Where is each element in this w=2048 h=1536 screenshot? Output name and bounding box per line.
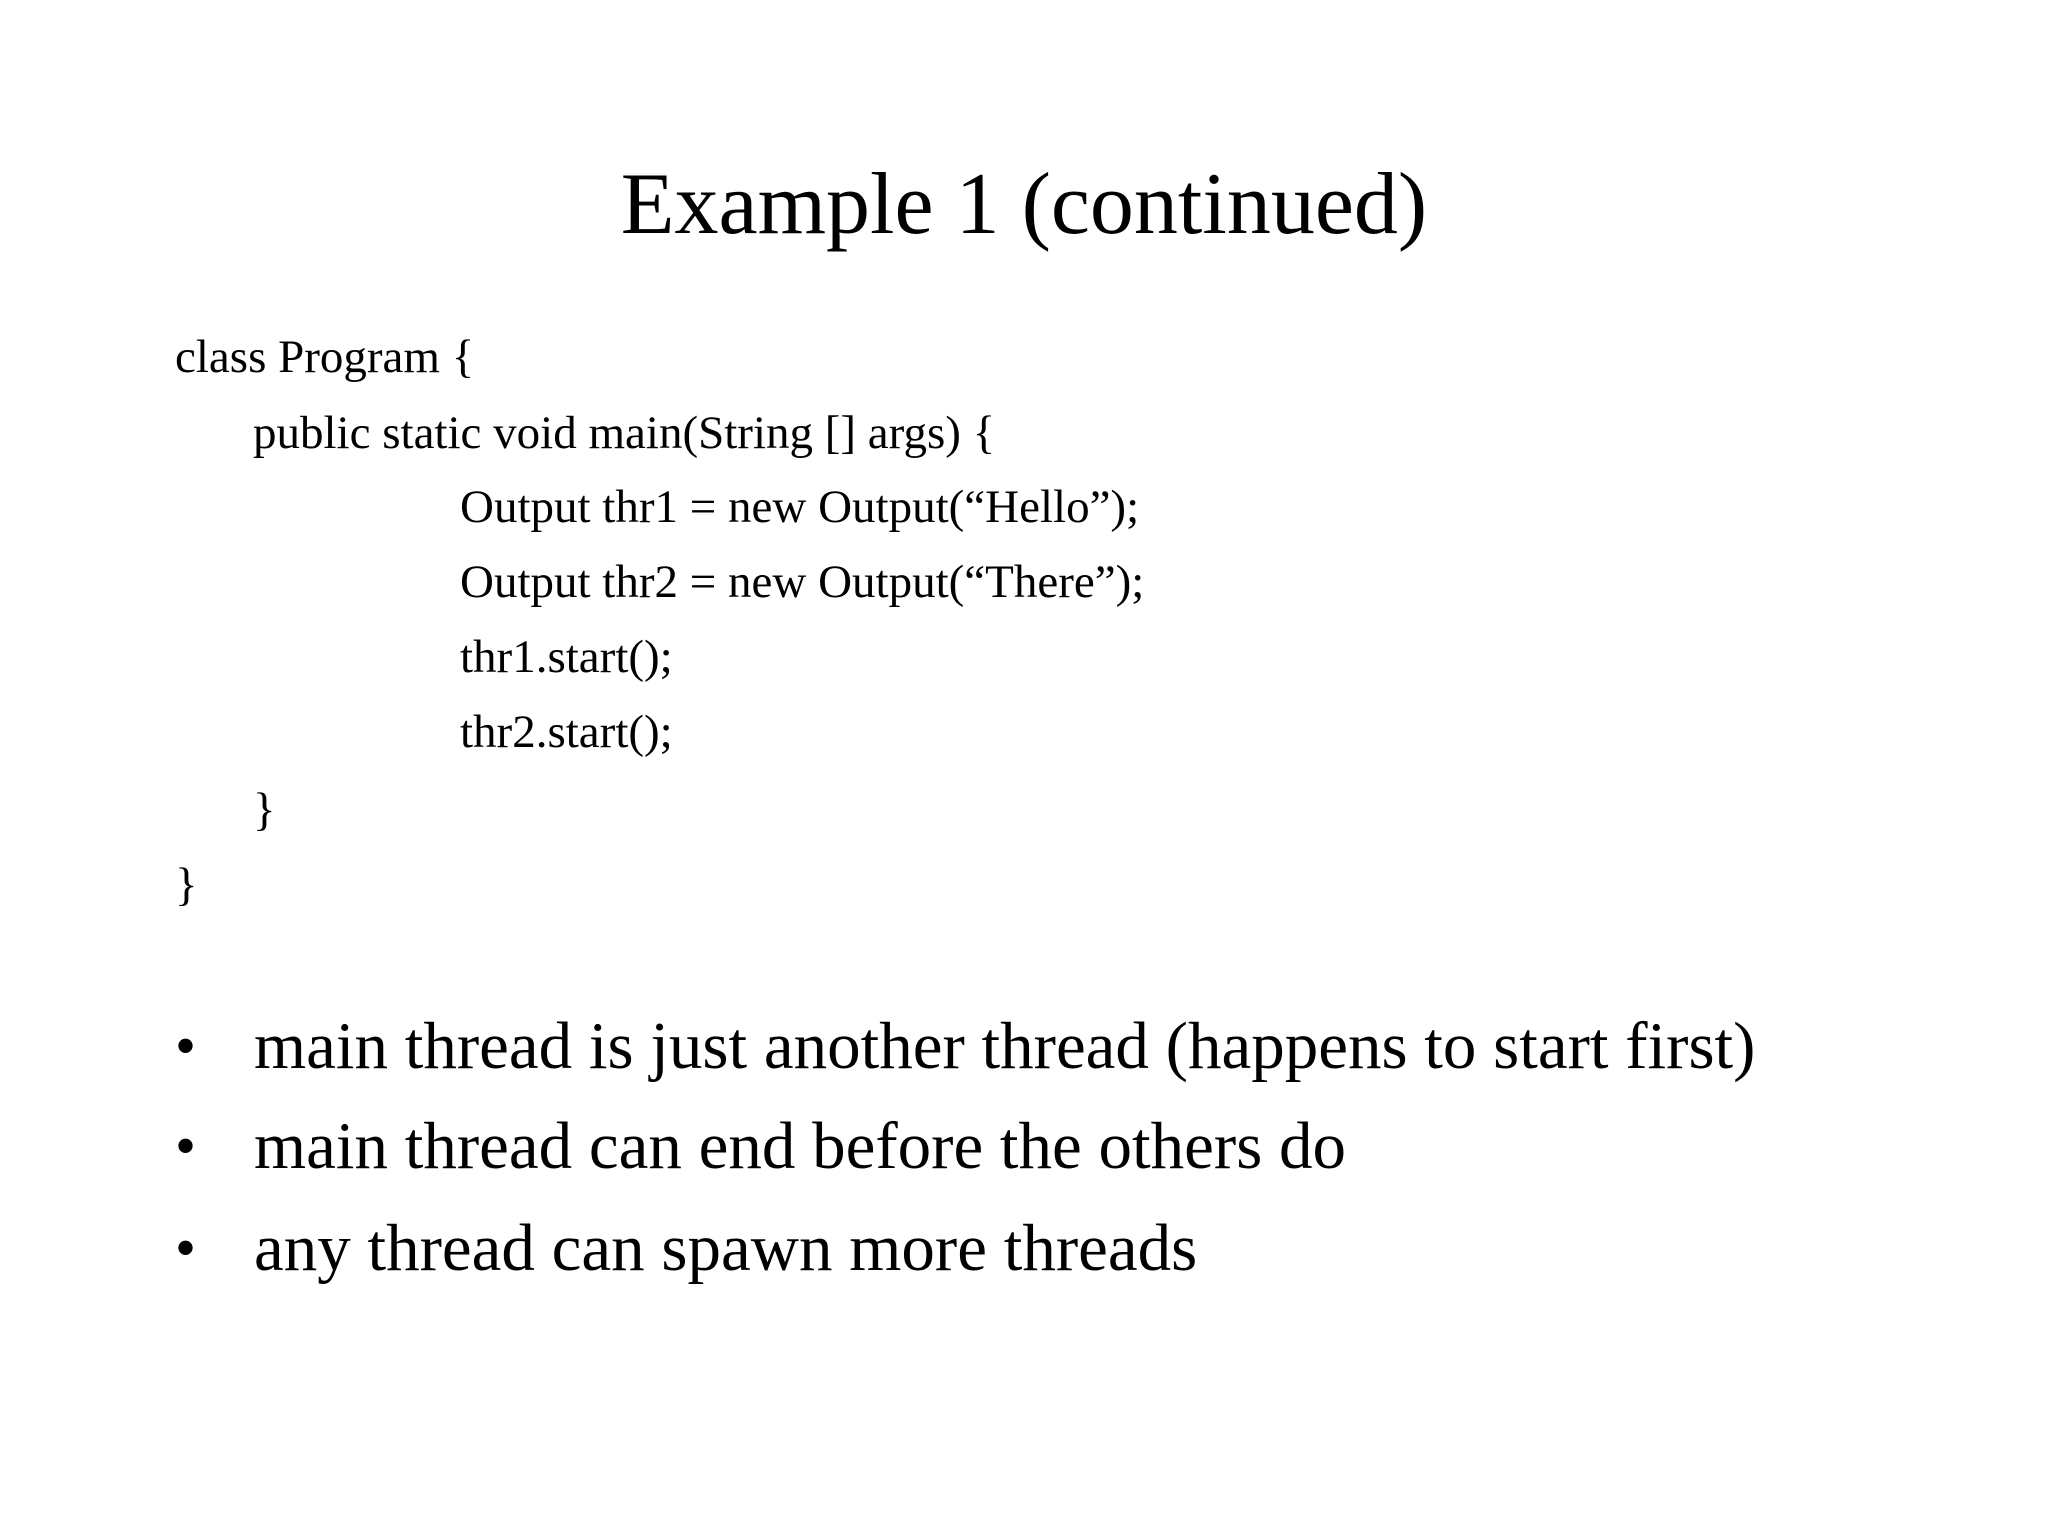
bullet-item — [0, 1203, 2048, 1293]
bullet-text: main thread can end before the others do — [254, 1109, 1347, 1183]
slide-title: Example 1 (continued) — [620, 156, 1428, 253]
code-line-thr1-start: thr1.start(); — [460, 631, 673, 683]
bullet-point-icon: • — [175, 1013, 197, 1079]
code-line-class-declaration: class Program { — [175, 331, 475, 383]
code-line-thr2-start: thr2.start(); — [460, 706, 673, 758]
bullet-item — [0, 1101, 2048, 1191]
code-line-thr1-declaration: Output thr1 = new Output(“Hello”); — [460, 481, 1140, 533]
bullet-item — [0, 1001, 2048, 1091]
bullet-text: any thread can spawn more threads — [254, 1211, 1198, 1285]
bullet-point-icon: • — [175, 1113, 197, 1179]
bullet-text: main thread is just another thread (happens to start first) — [254, 1009, 1756, 1083]
code-line-main-method: public static void main(String [] args) { — [253, 407, 996, 459]
code-line-method-close: } — [253, 784, 276, 836]
code-line-class-close: } — [175, 859, 198, 911]
bullet-point-icon: • — [175, 1215, 197, 1281]
code-line-thr2-declaration: Output thr2 = new Output(“There”); — [460, 556, 1145, 608]
